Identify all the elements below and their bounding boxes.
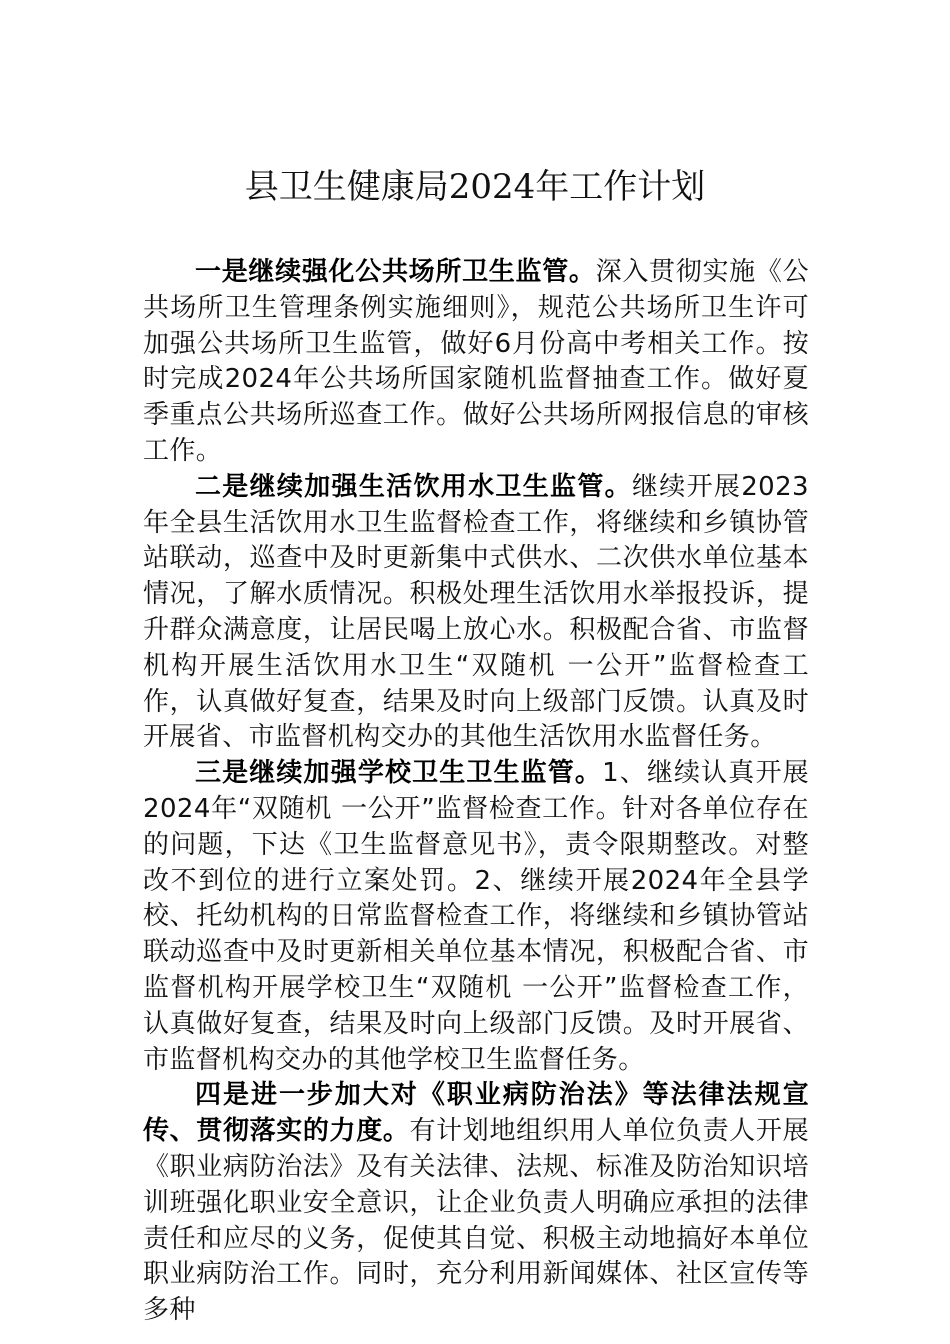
paragraph-text: 有计划地组织用人单位负责人开展《职业病防治法》及有关法律、法规、标准及防治知识培训班强化职业安全意识，让企业负责人明确应承担的法律责任和应尽的义务，促使其自觉、积极主动地搞好本单位职业病防治工作。同时，充分利用新闻媒体、社区宣传等多种 [143,1116,809,1326]
document-title: 县卫生健康局2024年工作计划 [244,167,706,207]
paragraph-public-places [143,255,809,470]
document-body [143,255,809,1329]
paragraph-lead: 二是继续加强生活饮用水卫生监管。 [195,471,632,502]
paragraph-drinking-water [143,470,809,756]
paragraph-lead: 四是进一步加大对《职业病防治法》等法律法规宣传、贯彻落实的力度。 [143,1080,809,1147]
paragraph-text: 深入贯彻实施《公共场所卫生管理条例实施细则》，规范公共场所卫生许可加强公共场所卫生监管，做好6月份高中考相关工作。按时完成2024年公共场所国家随机监督抽查工作。做好夏季重点公共场所巡查工作。做好公共场所网报信息的审核工作。 [143,257,809,466]
paragraph-school-hygiene [143,756,809,1078]
paragraph-text: 1、继续认真开展2024年“双随机 一公开”监督检查工作。针对各单位存在的问题，下达《卫生监督意见书》，责令限期整改。对整改不到位的进行立案处罚。2、继续开展2024年全县学校、托幼机构的日常监督检查工作，将继续和乡镇协管站联动巡查中及时更新相关单位基本情况，积极配合省、市监督机构开展学校卫生“双随机 一公开”监督检查工作，认真做好复查，结果及时向上级部门反馈。及时开展省、市监督机构交办的其他学校卫生监督任务。 [143,758,809,1075]
paragraph-occupational-disease-law [143,1078,809,1329]
paragraph-lead: 一是继续强化公共场所卫生监管。 [195,257,596,287]
paragraph-text: 继续开展2023年全县生活饮用水卫生监督检查工作，将继续和乡镇协管站联动，巡查中及时更新集中式供水、二次供水单位基本情况，了解水质情况。积极处理生活饮用水举报投诉，提升群众满意度，让居民喝上放心水。积极配合省、市监督机构开展生活饮用水卫生“双随机 一公开”监督检查工作，认真做好复查，结果及时向上级部门反馈。认真及时开展省、市监督机构交办的其他生活饮用水监督任务。 [143,471,809,753]
paragraph-lead: 三是继续加强学校卫生卫生监管。 [195,758,603,789]
